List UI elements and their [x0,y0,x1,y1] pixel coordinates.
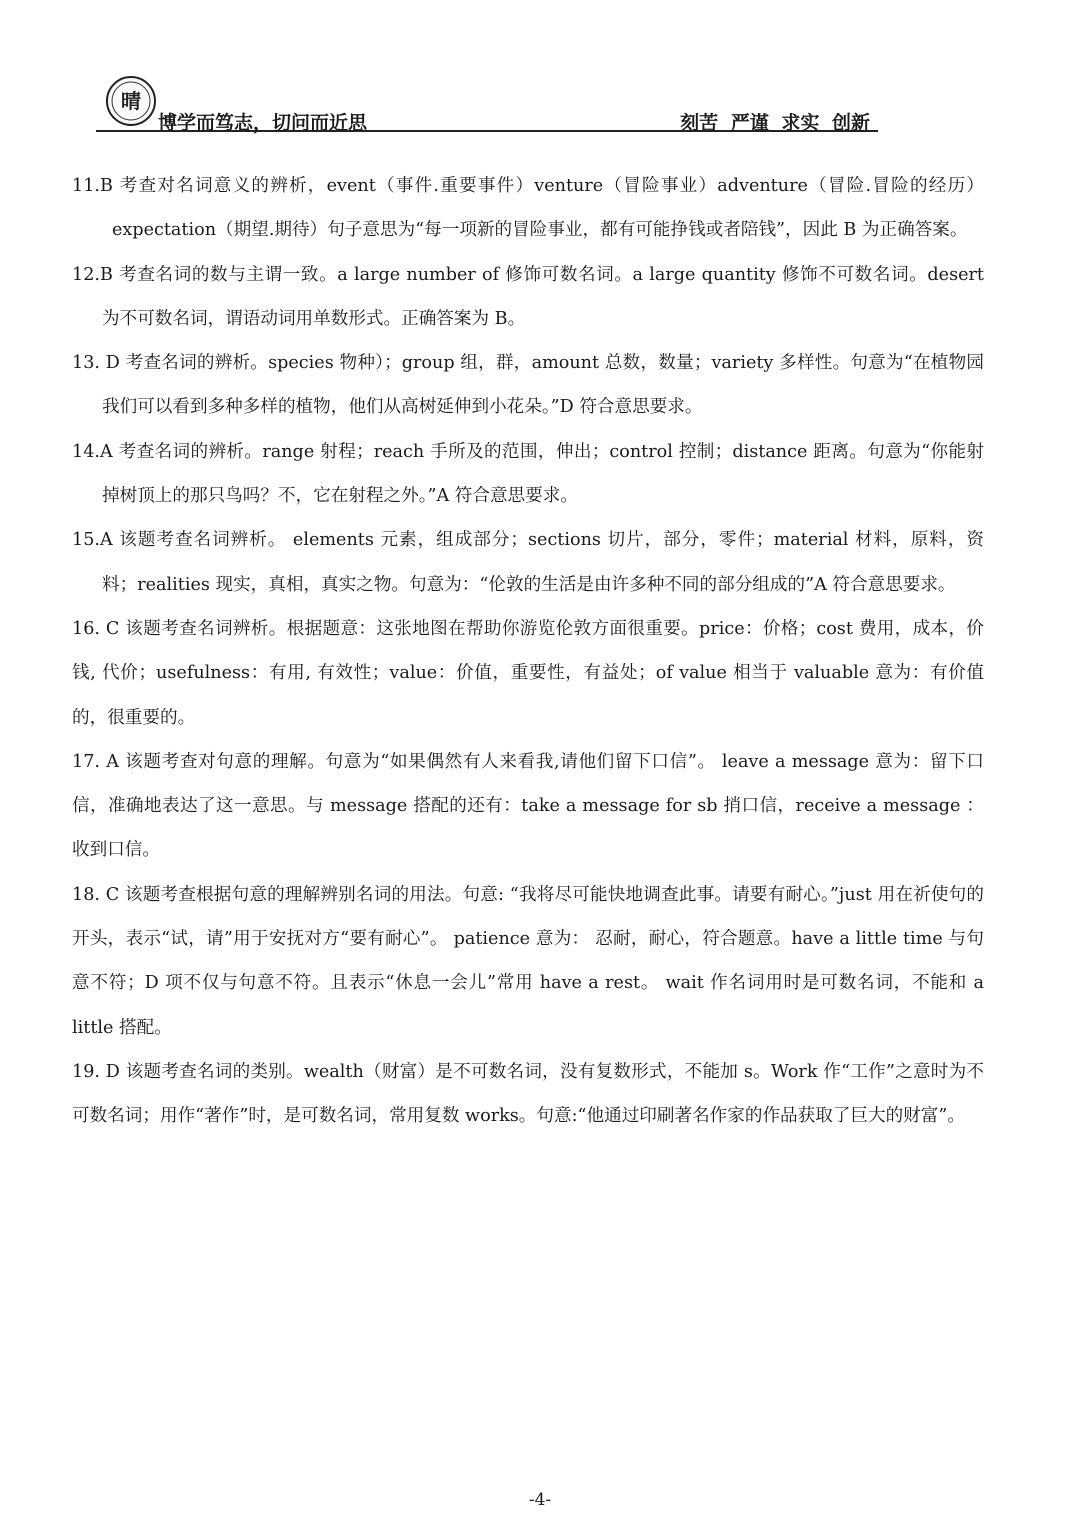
answer-item-19: 19. D 该题考查名词的类别。wealth（财富）是不可数名词，没有复数形式，不能加 s。Work 作“工作”之意时为不可数名词；用作“著作”时，是可数名词，常用复数 works。句意:“他通过印刷著名作家的作品获取了巨大的财富”。 [72,1061,984,1127]
svg-text:晴: 晴 [121,89,141,113]
school-motto: 博学而笃志，切问而近思 [158,112,368,134]
answer-item-13: 13. D 考查名词的辨析。species 物种）；group 组，群，amount 总数，数量；variety 多样性。句意为“在植物园我们可以看到多种多样的植物，他们从高树延伸到小花朵。”D 符合意思要求。 [72,353,984,418]
answer-item-17: 17. A 该题考查对句意的理解。句意为“如果偶然有人来看我,请他们留下口信”。 leave a message 意为：留下口信，准确地表达了这一意思。与 message 搭配的还有：take a message for sb 捎口信，receive a message ：收到口信。 [72,751,984,861]
answer-item-14: 14.A 考查名词的辨析。range 射程；reach 手所及的范围，伸出；control 控制；distance 距离。句意为“你能射掉树顶上的那只鸟吗？不，它在射程之外。”A 符合意思要求。 [72,441,984,507]
answer-item-11: 11.B 考查对名词意义的辨析，event（事件.重要事件）venture（冒险事业）adventure（冒险.冒险的经历）expectation（期望.期待）句子意思为“每一项新的冒险事业，都有可能挣钱或者陪钱”，因此 B 为正确答案。 [72,176,984,241]
answer-explanations [72,164,984,1139]
school-values: 刻苦 严谨 求实 创新 [680,112,870,134]
answer-item-12: 12.B 考查名词的数与主谓一致。a large number of 修饰可数名词。a large quantity 修饰不可数名词。desert 为不可数名词，谓语动词用单数形式。正确答案为 B。 [72,264,984,329]
page-number: -4- [528,1490,552,1510]
answer-item-16: 16. C 该题考查名词辨析。根据题意：这张地图在帮助你游览伦敦方面很重要。price：价格；cost 费用，成本，价钱, 代价；usefulness：有用, 有效性；value：价值，重要性，有益处；of value 相当于 valuable 意为：有价值的，很重要的。 [72,618,984,728]
university-seal-icon [106,76,156,126]
answer-item-15: 15.A 该题考查名词辨析。 elements 元素，组成部分；sections 切片，部分，零件；material 材料，原料，资料；realities 现实，真相，真实之物。句意为：“伦敦的生活是由许多种不同的部分组成的”A 符合意思要求。 [72,530,984,595]
page-header [96,76,878,132]
answer-item-18: 18. C 该题考查根据句意的理解辨别名词的用法。句意: “我将尽可能快地调查此事。请要有耐心。”just 用在祈使句的开头，表示“试，请”用于安抚对方“要有耐心”。 patience 意为： 忍耐，耐心，符合题意。have a little time 与句意不符；D 项不仅与句意不符。且表示“休息一会儿”常用 have a rest。 wait 作名词用时是可数名词，不能和 a little 搭配。 [72,884,984,1038]
header-divider [96,130,878,132]
